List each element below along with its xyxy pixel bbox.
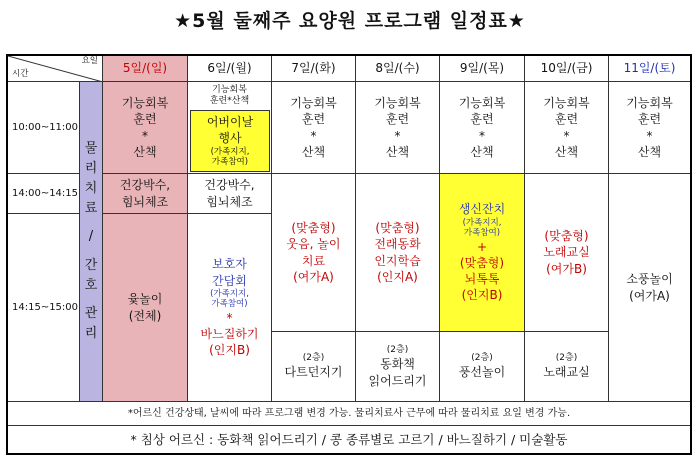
cell-text: 건강박수, [204,178,255,193]
wed-second-floor [356,332,440,402]
page-title: ★5월 둘째주 요양원 프로그램 일정표★ [174,10,526,32]
day-header-thu: 9일/(목) [440,56,525,82]
cell-text: 산책 [637,144,662,159]
cell-text: * [226,311,233,326]
cell-text: 기능회복 [212,84,247,95]
tue-afternoon [272,174,356,332]
cell-text: 훈련 [470,112,494,127]
cell-text: 읽어드리기 [368,373,427,388]
cell-text: 료 [84,201,98,217]
cell-text: (맞춤형) [291,221,336,236]
cell-text: 리 [84,161,98,176]
cell-text: (2층) [471,353,493,364]
sat-afternoon [609,174,690,402]
day-header-sat: 11일/(토) [609,56,690,82]
cell-text: (가족지지, [462,217,502,228]
cell-text: 바느질하기 [200,327,259,342]
cell-text: 기능회복 [458,96,506,111]
cell-text: 소풍놀이 [626,272,673,287]
cell-text: 산책 [301,144,326,159]
cell-text: 노래교실 [543,245,590,260]
cell-text: (가족지지, [210,146,250,157]
cell-text: (인지B) [461,288,503,303]
cell-text: 기능회복 [290,96,337,111]
cell-text: * [394,128,401,143]
cell-text: (맞춤형) [459,256,505,271]
cell-text: + [476,239,488,254]
corner-time-label: 시간 [12,68,29,79]
cell-text: * [646,128,653,143]
cell-text: (여가A) [293,269,334,284]
mon-afternoon [188,214,272,402]
cell-text: 관 [84,305,98,321]
cell-text: * [142,128,148,143]
cell-text: 다트던지기 [284,365,343,380]
day-header-mon: 6일/(월) [188,56,272,82]
wed-afternoon [356,174,440,332]
fri-morning [525,82,609,174]
sun-short [103,174,188,214]
cell-text: 전래동화 [374,237,421,252]
cell-text: 보호자 [212,257,247,272]
cell-text: 간 [84,257,98,273]
sun-morning [103,82,188,174]
fri-second-floor [525,332,609,402]
cell-text: (여가A) [629,288,670,303]
cell-text: 웃음, 놀이 [286,237,341,252]
note-bedridden-activities: * 침상 어르신 : 동화책 읽어드리기 / 콩 종류별로 고르기 / 바느질하기 / 미술활동 [130,432,568,447]
wed-morning [356,82,440,174]
cell-text: 기능회복 [626,96,673,111]
cell-text: 호 [84,277,98,293]
cell-text: 훈련 [637,112,662,127]
cell-text: (맞춤형) [544,229,589,244]
cell-text: 기능회복 [543,96,590,111]
cell-text: 기능회복 [121,96,169,111]
fri-afternoon [525,174,609,332]
schedule-table [6,54,692,455]
corner-cell [8,56,103,82]
tue-morning [272,82,356,174]
cell-text: 어버이날 [206,115,254,130]
cell-text: 힘뇌체조 [206,194,253,209]
cell-text: (2층) [386,345,409,356]
day-header-fri: 10일/(금) [525,56,609,82]
cell-text: / [88,229,94,245]
day-header-sun: 5일/(일) [103,56,188,82]
cell-text: (가족지지, [210,288,249,299]
cell-text: 산책 [385,144,410,159]
time-morning: 10:00~11:00 [8,82,80,174]
cell-text: (맞춤형) [375,221,420,236]
tue-second-floor [272,332,356,402]
cell-text: 산책 [554,144,579,159]
thu-second-floor [440,332,525,402]
cell-text: 가족참여) [463,228,501,239]
cell-text: 가족참여) [211,299,248,310]
cell-text: 물 [84,140,98,156]
cell-text: 치 [84,181,98,197]
cell-text: 훈련 [133,112,157,127]
cell-text: 기능회복 [374,96,421,111]
day-header-wed: 8일/(수) [356,56,440,82]
cell-text: 훈련 [385,112,410,127]
cell-text: 간담회 [212,273,247,288]
cell-text: 훈련 [554,112,579,127]
mon-morning-border [188,82,272,174]
time-afternoon: 14:15~15:00 [8,214,80,402]
cell-text: (인지A) [377,269,418,284]
cell-text: (2층) [302,353,325,364]
cell-text: 가족참여) [211,157,249,168]
corner-day-label: 요일 [81,56,98,66]
cell-text: (2층) [555,353,578,364]
cell-text: 리 [84,325,98,341]
thu-morning [440,82,525,174]
cell-text: 뇌톡톡 [464,272,500,287]
sun-afternoon [103,214,188,402]
cell-text: 인지학습 [374,253,421,268]
side-label-physio-nursing [80,82,103,402]
sat-morning [609,82,690,174]
cell-text: 건강박수, [119,178,171,193]
note-schedule-change: *어르신 건강상태, 날씨에 따라 프로그램 변경 가능. 물리치료사 근무에 따라 물리치료 요일 변경 가능. [8,402,690,426]
cell-text: 동화책 [380,357,415,372]
cell-text: (여가B) [546,261,587,276]
cell-text: 훈련*산책 [209,96,250,106]
cell-text: (전체) [128,308,162,323]
cell-text: 생신잔치 [458,202,506,217]
thu-afternoon-birthday [440,174,525,332]
cell-text: 훈련 [301,112,326,127]
cell-text: * [310,128,317,143]
cell-text: 윷놀이 [127,292,163,307]
time-break: 14:00~14:15 [8,174,80,214]
cell-text: 힘뇌체조 [121,194,169,209]
day-header-tue: 7일/(화) [272,56,356,82]
cell-text: (인지B) [209,343,250,358]
mon-short [188,174,272,214]
cell-text: 치료 [301,253,326,268]
cell-text: * [563,128,570,143]
cell-text: 풍선놀이 [458,365,506,380]
cell-text: 행사 [218,131,242,146]
cell-text: * [479,128,485,143]
cell-text: 산책 [470,144,494,159]
cell-text: 노래교실 [543,365,590,380]
cell-text: 산책 [133,144,157,159]
